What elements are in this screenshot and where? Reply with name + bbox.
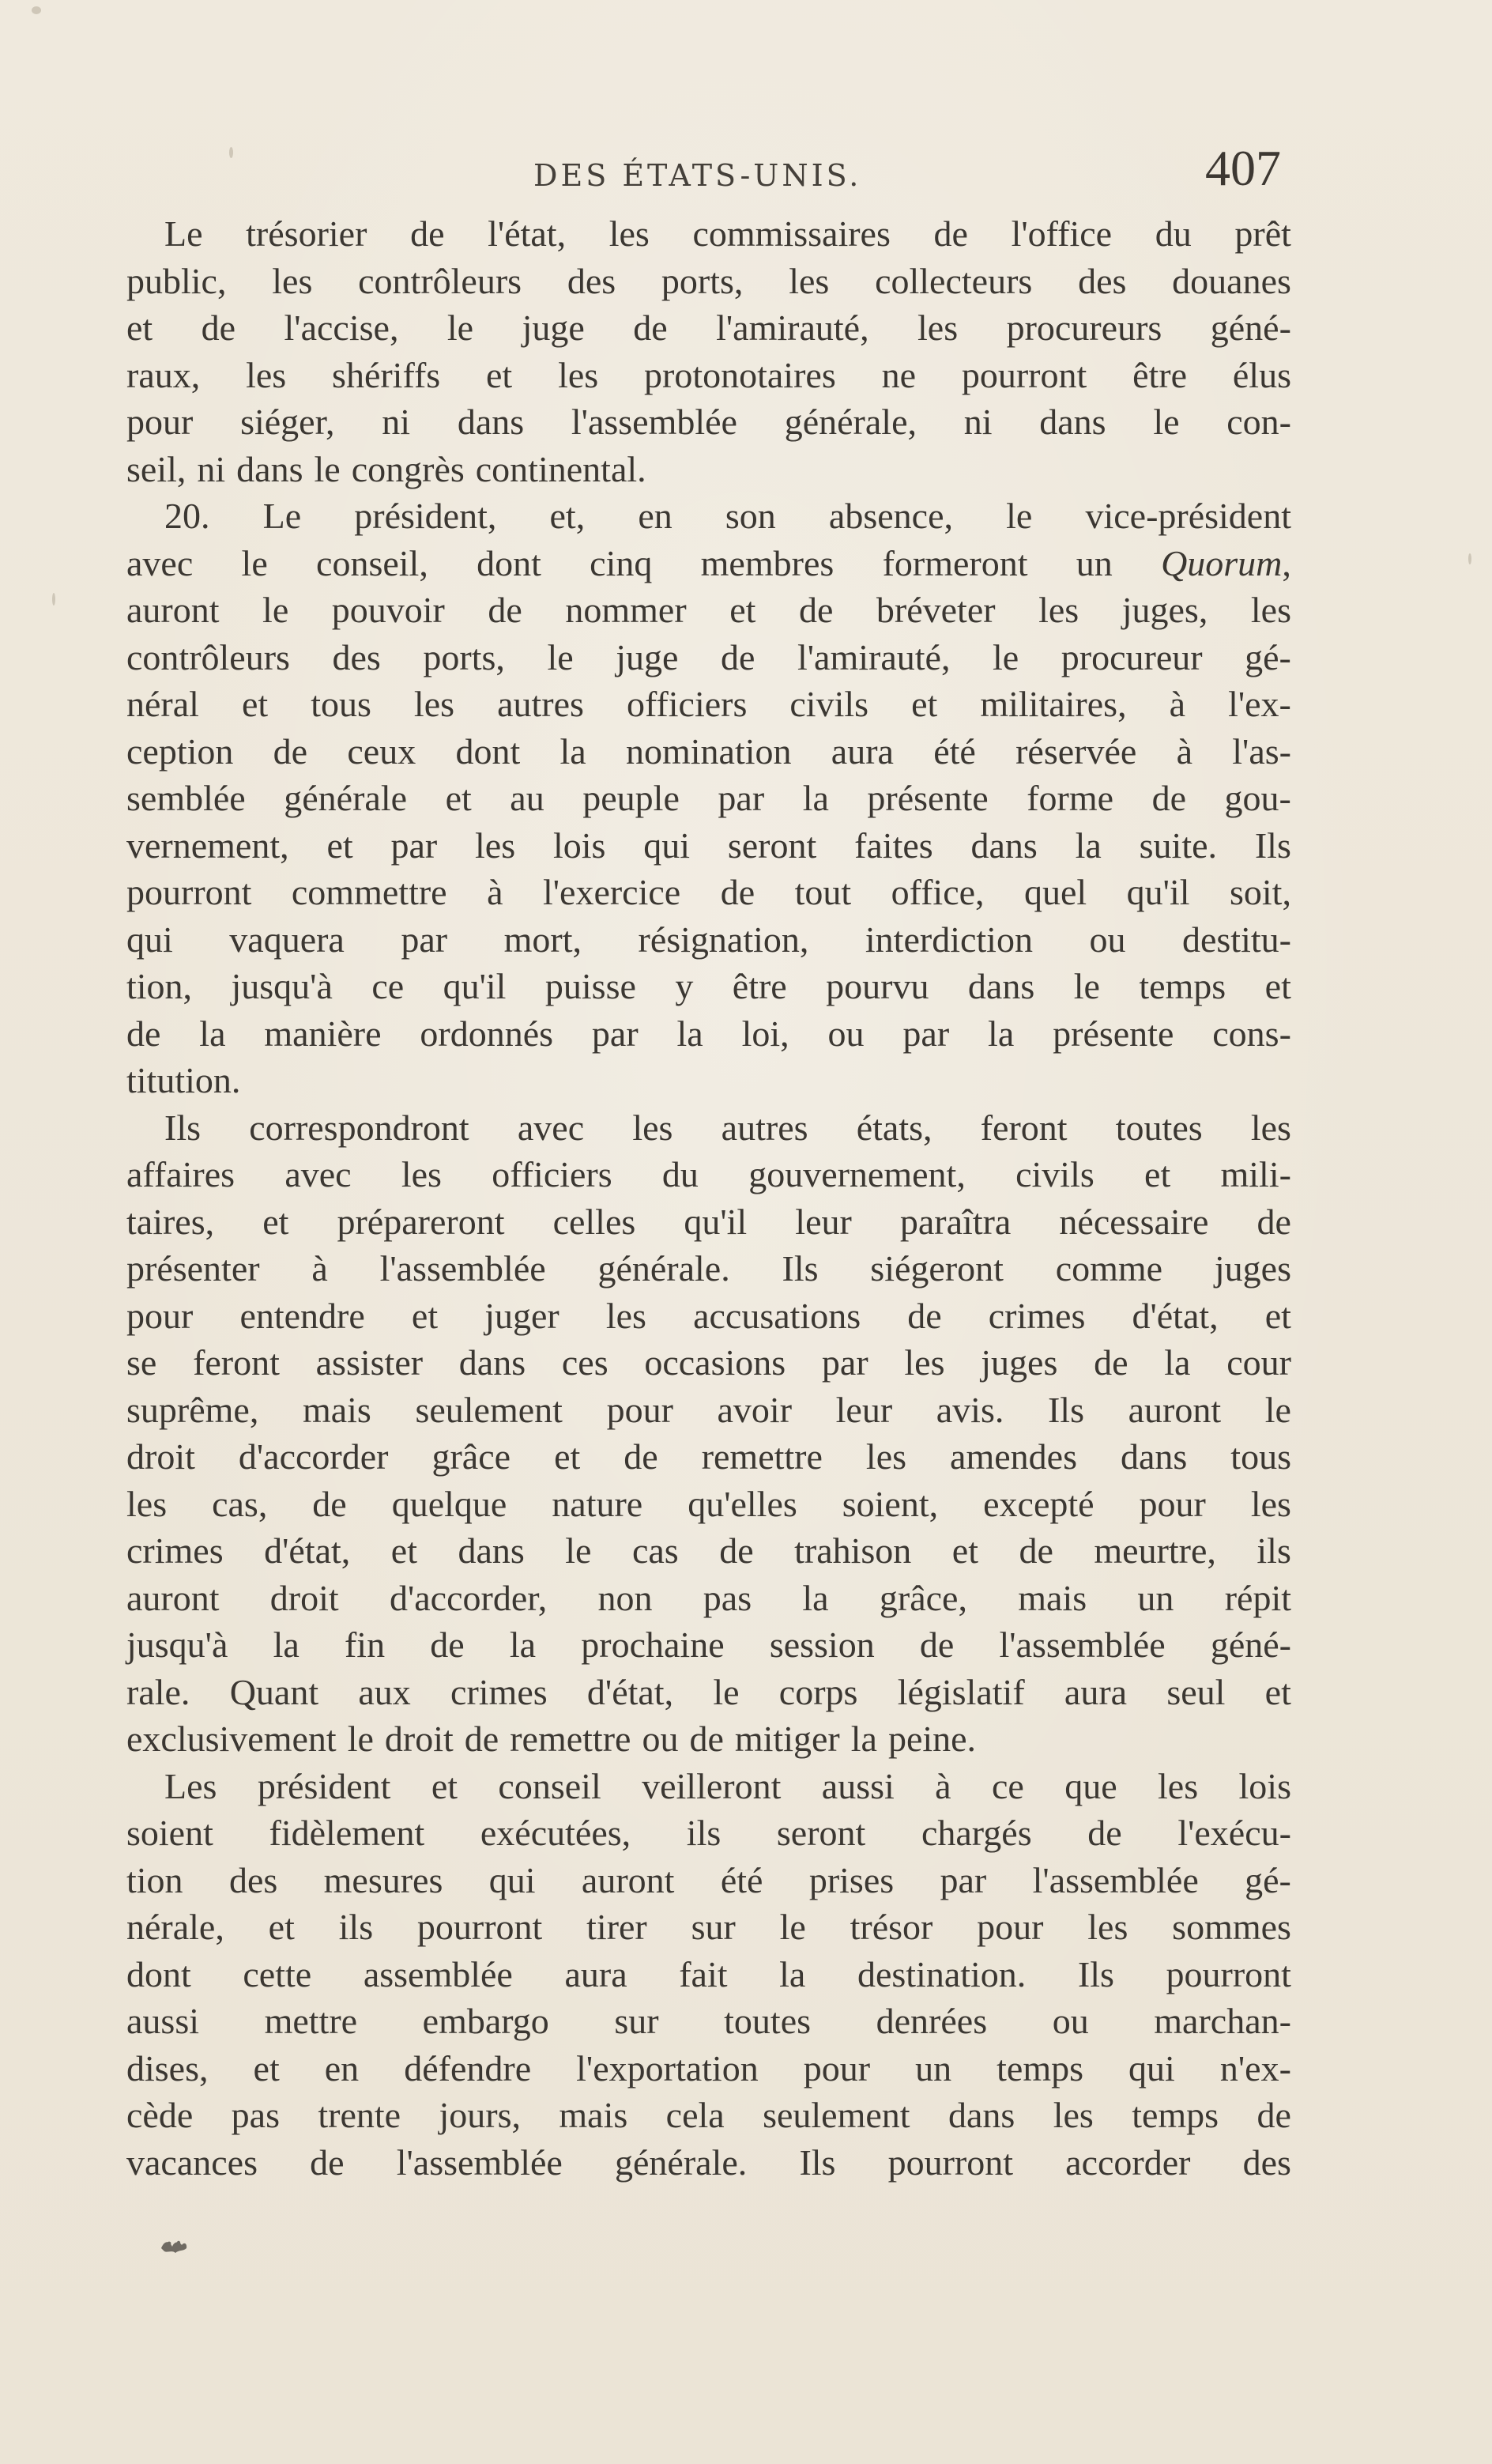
- text-line: tion, jusqu'à ce qu'il puisse y être pourvu dans le temps et: [126, 966, 1291, 1006]
- text-line: nérale, et ils pourront tirer sur le trésor pour les sommes: [126, 1907, 1291, 1947]
- text-line: qui vaquera par mort, résignation, interdiction ou destitu-: [126, 919, 1291, 960]
- printer-ornament-icon: [158, 2234, 190, 2258]
- text-line: auront droit d'accorder, non pas la grâce, mais un répit: [126, 1577, 1291, 1618]
- text-line: jusqu'à la fin de la prochaine session de l'assemblée géné-: [126, 1624, 1291, 1665]
- text-line: Ils correspondront avec les autres états, feront toutes les: [164, 1107, 1291, 1148]
- text-line: auront le pouvoir de nommer et de bréveter les juges, les: [126, 590, 1291, 630]
- text-line: taires, et prépareront celles qu'il leur paraîtra nécessaire de: [126, 1201, 1291, 1242]
- text-line: affaires avec les officiers du gouvernement, civils et mili-: [126, 1154, 1291, 1194]
- paper-speck: [32, 6, 41, 14]
- text-line: avec le conseil, dont cinq membres formeront un Quorum,: [126, 542, 1291, 583]
- text-line: soient fidèlement exécutées, ils seront chargés de l'exécu-: [126, 1813, 1291, 1853]
- text-line: vernement, et par les lois qui seront faites dans la suite. Ils: [126, 824, 1291, 866]
- text-line: de la manière ordonnés par la loi, ou par la présente cons-: [126, 1013, 1291, 1054]
- text-line: crimes d'état, et dans le cas de trahison et de meurtre, ils: [126, 1530, 1291, 1571]
- text-line: néral et tous les autres officiers civils et militaires, à l'ex-: [126, 684, 1291, 724]
- page-header: [0, 0, 1492, 221]
- text-line: 20. Le président, et, en son absence, le vice-président: [164, 496, 1291, 536]
- text-line: contrôleurs des ports, le juge de l'amirauté, le procureur gé-: [126, 636, 1291, 677]
- running-title: DES ÉTATS-UNIS.: [533, 158, 862, 193]
- text-line: exclusivement le droit de remettre ou de mitiger la peine.: [126, 1719, 977, 1759]
- text-line: tion des mesures qui auront été prises par l'assemblée gé-: [126, 1859, 1291, 1900]
- text-line: se feront assister dans ces occasions par les juges de la cour: [126, 1342, 1291, 1383]
- text-line: aussi mettre embargo sur toutes denrées ou marchan-: [126, 2001, 1291, 2041]
- paper-speck: [52, 593, 55, 606]
- text-line: présenter à l'assemblée générale. Ils siégeront comme juges: [126, 1248, 1291, 1289]
- text-line: titution.: [126, 1060, 241, 1100]
- text-line: Le trésorier de l'état, les commissaires de l'office du prêt: [164, 213, 1291, 254]
- paper-speck: [1468, 553, 1471, 564]
- text-line: droit d'accorder grâce et de remettre les amendes dans tous: [126, 1436, 1291, 1477]
- text-line: pourront commettre à l'exercice de tout office, quel qu'il soit,: [126, 872, 1291, 912]
- text-line: rale. Quant aux crimes d'état, le corps législatif aura seul et: [126, 1671, 1291, 1712]
- text-line: ception de ceux dont la nomination aura été réservée à l'as-: [126, 730, 1291, 772]
- text-line: dont cette assemblée aura fait la destination. Ils pourront: [126, 1953, 1291, 1994]
- text-line: dises, et en défendre l'exportation pour un temps qui n'ex-: [126, 2047, 1291, 2089]
- text-line: pour siéger, ni dans l'assemblée générale, ni dans le con-: [126, 402, 1291, 442]
- text-line: semblée générale et au peuple par la présente forme de gou-: [126, 778, 1291, 818]
- text-line: Les président et conseil veilleront aussi à ce que les lois: [164, 1765, 1291, 1806]
- text-line: public, les contrôleurs des ports, les collecteurs des douanes: [126, 260, 1291, 301]
- text-line: seil, ni dans le congrès continental.: [126, 448, 646, 489]
- text-line: et de l'accise, le juge de l'amirauté, les procureurs géné-: [126, 308, 1291, 348]
- page-number: 407: [1205, 140, 1281, 196]
- text-line: raux, les shériffs et les protonotaires ne pourront être élus: [126, 354, 1291, 395]
- text-line: vacances de l'assemblée générale. Ils pourront accorder des: [126, 2141, 1291, 2183]
- text-line: suprême, mais seulement pour avoir leur avis. Ils auront le: [126, 1389, 1291, 1430]
- text-line: pour entendre et juger les accusations de crimes d'état, et: [126, 1295, 1291, 1336]
- text-line: cède pas trente jours, mais cela seulement dans les temps de: [126, 2095, 1291, 2135]
- paper-speck: [229, 147, 233, 158]
- text-line: les cas, de quelque nature qu'elles soient, excepté pour les: [126, 1483, 1291, 1524]
- body-text: [126, 210, 1291, 2186]
